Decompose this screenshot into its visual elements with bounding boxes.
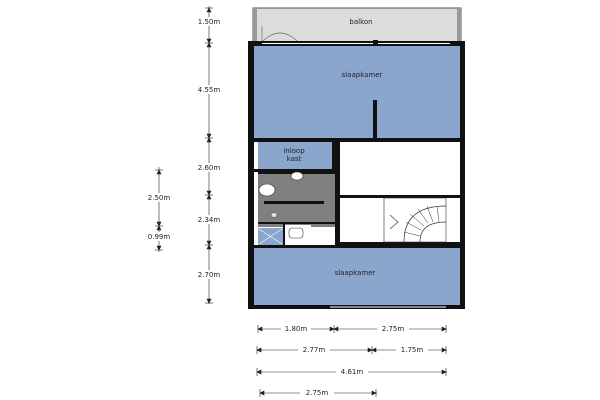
vdim-bedroom-bottom: 2.70m <box>197 271 221 279</box>
hdim-row2-a: 2.77m <box>302 346 326 354</box>
bathroom-counter <box>264 201 324 204</box>
washbasin-icon <box>259 184 275 196</box>
walk-in-closet-label-line1: inloop <box>283 147 305 155</box>
balcony-right-wall <box>457 8 461 42</box>
hdim-row1-a: 1.80m <box>284 325 308 333</box>
toilet-icon <box>289 228 303 238</box>
balcony-label: balkon <box>349 18 373 26</box>
wall-bathroom-bottom <box>254 245 340 248</box>
tap-icon <box>271 213 277 218</box>
wall-bedroom-divider <box>373 100 377 142</box>
wall-bathroom-partition <box>283 222 285 245</box>
wall-stair-top <box>340 195 460 198</box>
wall-bedroom-top-bottom <box>254 138 460 142</box>
hdim-row3-a: 4.61m <box>340 368 364 376</box>
wall-bathroom-partition-h <box>258 222 335 224</box>
balcony-left-wall <box>253 8 257 42</box>
walk-in-closet-label-line2: kast <box>286 155 302 163</box>
vertical-dimension-chain <box>205 6 213 304</box>
hdim-row4-a: 2.75m <box>305 389 329 397</box>
window-marker <box>373 40 378 46</box>
wall-closet-bottom <box>254 169 336 172</box>
vdim-side-upper: 2.50m <box>147 194 171 202</box>
wall-landing-bottom <box>340 242 460 248</box>
sink-icon <box>291 172 303 180</box>
wall-bathroom-right <box>335 140 340 248</box>
hdim-row2-b: 1.75m <box>400 346 424 354</box>
bedroom-top-label: slaapkamer <box>341 71 383 79</box>
vdim-bathroom: 2.34m <box>197 216 221 224</box>
wall-right <box>460 41 465 309</box>
hdim-row1-b: 2.75m <box>381 325 405 333</box>
vdim-balcony: 1.50m <box>197 18 221 26</box>
vdim-bedroom-top: 4.55m <box>197 86 221 94</box>
vdim-side-lower: 0.99m <box>147 233 171 241</box>
staircase <box>384 198 446 242</box>
bedroom-top-floor <box>254 46 460 138</box>
bedroom-bottom-label: slaapkamer <box>334 269 376 277</box>
wall-left <box>248 41 254 309</box>
vdim-closet: 2.60m <box>197 164 221 172</box>
